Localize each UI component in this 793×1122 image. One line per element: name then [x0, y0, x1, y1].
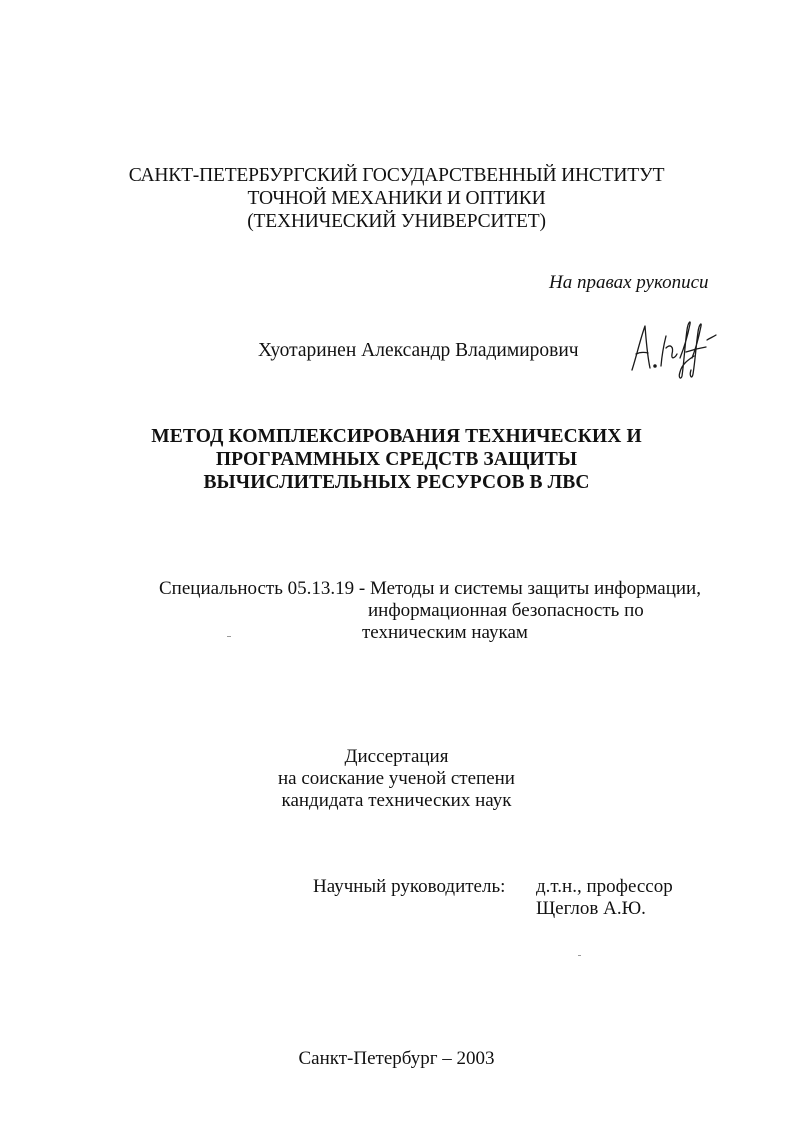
dissertation-line-3: кандидата технических наук [281, 790, 512, 811]
dissertation-line-2: на соискание ученой степени [278, 768, 515, 789]
author-signature [628, 318, 718, 382]
manuscript-note: На правах рукописи [549, 272, 709, 293]
specialty-line-2: информационная безопасность по [368, 600, 644, 621]
scan-speck [227, 636, 231, 637]
specialty-line-3: техническим наукам [362, 622, 528, 643]
specialty-line-1: Специальность 05.13.19 - Методы и системы защиты информации, [159, 578, 701, 599]
title-line-1: МЕТОД КОМПЛЕКСИРОВАНИЯ ТЕХНИЧЕСКИХ И [151, 426, 642, 447]
institution-line-2: ТОЧНОЙ МЕХАНИКИ И ОПТИКИ [247, 188, 546, 209]
supervisor-name: Щеглов А.Ю. [536, 898, 646, 919]
supervisor-label: Научный руководитель: [313, 876, 506, 897]
institution-line-3: (ТЕХНИЧЕСКИЙ УНИВЕРСИТЕТ) [247, 211, 546, 232]
supervisor-degree: д.т.н., профессор [536, 876, 673, 897]
dissertation-line-1: Диссертация [344, 746, 449, 767]
title-line-2: ПРОГРАММНЫХ СРЕДСТВ ЗАЩИТЫ [215, 449, 578, 470]
scan-speck [578, 955, 581, 956]
city-year: Санкт-Петербург – 2003 [298, 1048, 495, 1069]
title-line-3: ВЫЧИСЛИТЕЛЬНЫХ РЕСУРСОВ В ЛВС [203, 472, 590, 493]
author-name: Хуотаринен Александр Владимирович [258, 340, 579, 361]
institution-line-1: САНКТ-ПЕТЕРБУРГСКИЙ ГОСУДАРСТВЕННЫЙ ИНСТИТУТ [128, 165, 665, 186]
